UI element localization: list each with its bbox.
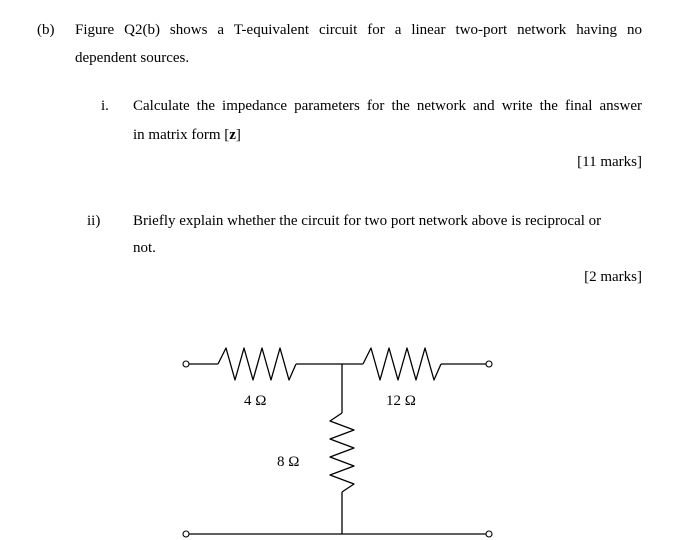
resistor-8-ohm-label: 8 Ω (277, 454, 300, 470)
resistor-4-ohm (218, 348, 296, 380)
part-ii-marks: [2 marks] (584, 269, 642, 285)
terminal-bottom-right-icon (486, 531, 492, 537)
resistor-8-ohm (330, 413, 354, 492)
part-i-label: i. (101, 98, 109, 114)
part-ii-text-line2: not. (133, 240, 156, 256)
terminal-top-right-icon (486, 361, 492, 367)
question-label: (b) (37, 22, 55, 38)
terminal-bottom-left-icon (183, 531, 189, 537)
terminal-top-left-icon (183, 361, 189, 367)
question-text-line2: dependent sources. (75, 50, 190, 66)
part-i-marks: [11 marks] (577, 154, 642, 170)
resistor-12-ohm-label: 12 Ω (386, 393, 416, 409)
matrix-z-symbol: z (229, 127, 236, 143)
resistor-4-ohm-label: 4 Ω (244, 393, 267, 409)
question-text-line1: Figure Q2(b) shows a T-equivalent circuit for a linear two-port network having no (75, 22, 642, 38)
resistor-12-ohm (363, 348, 441, 380)
part-i-text-line2-prefix: in matrix form [ (133, 127, 230, 143)
part-ii-text-line1: Briefly explain whether the circuit for two port network above is reciprocal or (133, 213, 602, 229)
part-i-text-line2-suffix: ] (235, 127, 241, 143)
part-ii-label: ii) (87, 213, 101, 229)
part-i-text-line1: Calculate the impedance parameters for the network and write the final answer (133, 98, 642, 114)
